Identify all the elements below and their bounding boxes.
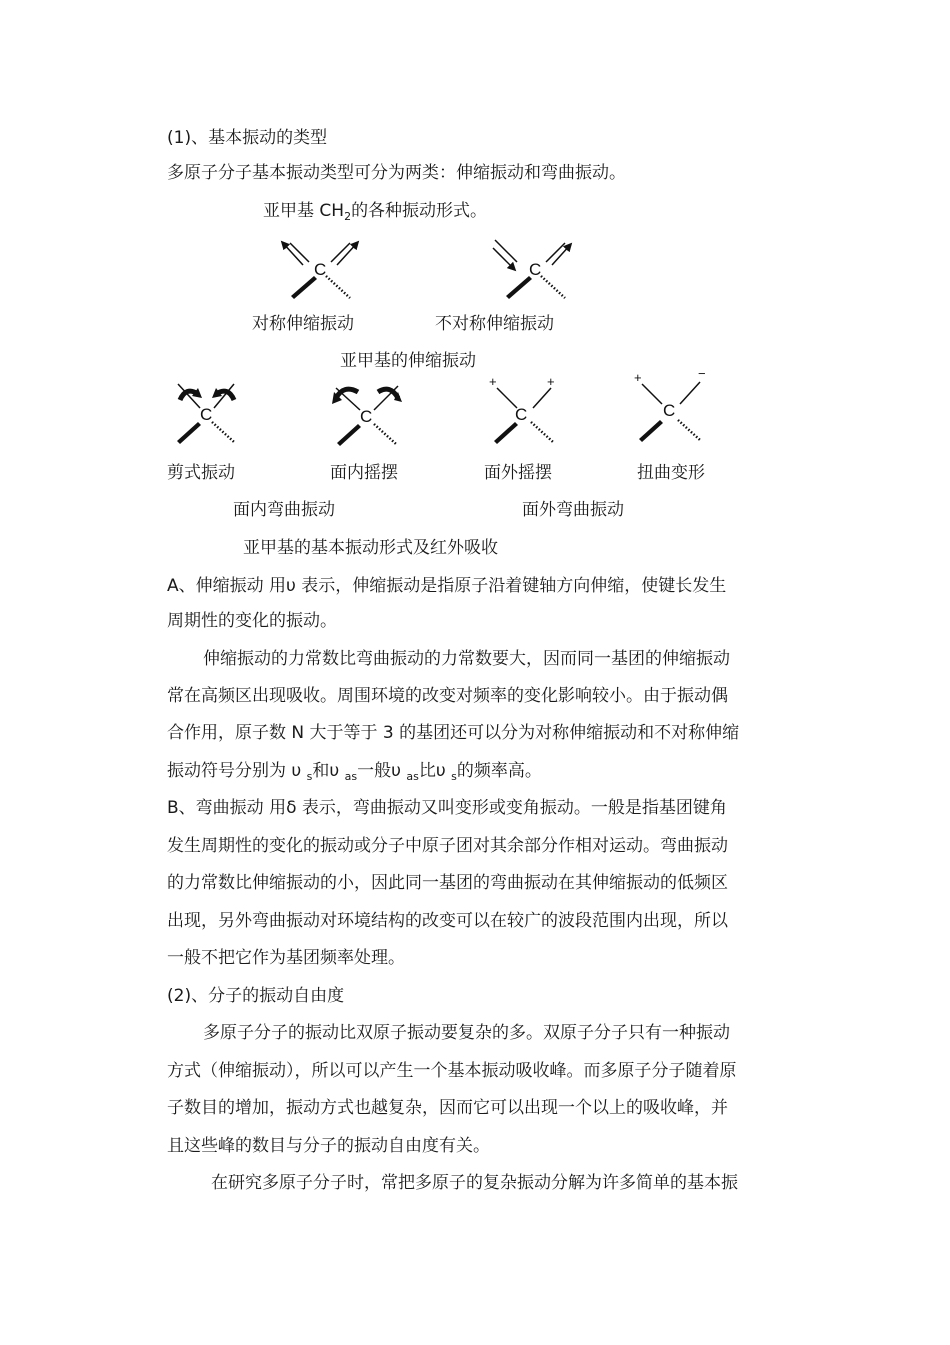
paragraph-2-line: 子数目的增加，振动方式也越复杂，因而它可以出现一个以上的吸收峰，并 bbox=[167, 1098, 728, 1118]
plus-sign: + bbox=[547, 374, 555, 389]
paragraph-a-line: 伸缩振动的力常数比弯曲振动的力常数要大，因而同一基团的伸缩振动 bbox=[203, 649, 730, 669]
stretch-group-label: 亚甲基的伸缩振动 bbox=[340, 351, 476, 371]
inplane-bending-label: 面内弯曲振动 bbox=[233, 500, 335, 520]
wagging-diagram bbox=[485, 372, 565, 448]
symmetric-stretch-label: 对称伸缩振动 bbox=[252, 314, 354, 334]
carbon-atom-label: C bbox=[529, 260, 542, 279]
wagging-label: 面外摇摆 bbox=[484, 463, 552, 483]
paragraph-2-line: 在研究多原子分子时，常把多原子的复杂振动分解为许多简单的基本振 bbox=[211, 1173, 738, 1193]
paragraph-b-line: 发生周期性的变化的振动或分子中原子团对其余部分作相对运动。弯曲振动 bbox=[167, 836, 728, 856]
paragraph-b-line: 一般不把它作为基团频率处理。 bbox=[167, 948, 405, 968]
section-title: (1)、基本振动的类型 bbox=[167, 128, 328, 148]
paragraph-a-line: A、伸缩振动 用υ 表示，伸缩振动是指原子沿着键轴方向伸缩，使键长发生 bbox=[167, 576, 727, 596]
paragraph-b-line: 的力常数比伸缩振动的小，因此同一基团的弯曲振动在其伸缩振动的低频区 bbox=[167, 873, 728, 893]
figure-heading-post: 的各种振动形式。 bbox=[351, 201, 488, 221]
twisting-label: 扭曲变形 bbox=[637, 463, 705, 483]
rocking-diagram bbox=[328, 378, 408, 448]
paragraph-a-line: 周期性的变化的振动。 bbox=[167, 611, 337, 631]
minus-sign: − bbox=[698, 366, 706, 381]
figure-caption: 亚甲基的基本振动形式及红外吸收 bbox=[243, 538, 498, 558]
paragraph-2-line: 且这些峰的数目与分子的振动自由度有关。 bbox=[167, 1136, 490, 1156]
plus-sign: + bbox=[489, 374, 497, 389]
carbon-atom-label: C bbox=[200, 405, 213, 424]
paragraph-a-line: 振动符号分别为 υ $_s$和υ $_{as}$一般υ $_{as}$比υ $_s$的频率高。 bbox=[167, 761, 542, 783]
figure-heading bbox=[263, 200, 487, 224]
paragraph-a-line: 常在高频区出现吸收。周围环境的改变对频率的变化影响较小。由于振动偶 bbox=[167, 686, 728, 706]
figure-heading-formula: $CH_2$ bbox=[319, 201, 352, 223]
carbon-atom-label: C bbox=[663, 401, 676, 420]
symmetric-stretch-diagram bbox=[270, 232, 370, 302]
carbon-atom-label: C bbox=[360, 407, 373, 426]
asymmetric-stretch-label: 不对称伸缩振动 bbox=[435, 314, 554, 334]
scissoring-label: 剪式振动 bbox=[167, 463, 235, 483]
paragraph-2-line: 多原子分子的振动比双原子振动要复杂的多。双原子分子只有一种振动 bbox=[203, 1023, 730, 1043]
plus-sign: + bbox=[634, 370, 642, 385]
rocking-label: 面内摇摆 bbox=[330, 463, 398, 483]
paragraph-a-line: 合作用，原子数 N 大于等于 3 的基团还可以分为对称伸缩振动和不对称伸缩 bbox=[167, 723, 740, 743]
paragraph-b-line: 出现，另外弯曲振动对环境结构的改变可以在较广的波段范围内出现，所以 bbox=[167, 911, 728, 931]
intro-text: 多原子分子基本振动类型可分为两类：伸缩振动和弯曲振动。 bbox=[167, 163, 626, 183]
scissoring-diagram bbox=[168, 378, 248, 448]
figure-heading-pre: 亚甲基 bbox=[263, 201, 314, 221]
carbon-atom-label: C bbox=[314, 260, 327, 279]
asymmetric-stretch-diagram bbox=[485, 232, 585, 302]
section-title: (2)、分子的振动自由度 bbox=[167, 986, 345, 1006]
twisting-diagram bbox=[630, 368, 715, 448]
paragraph-2-line: 方式（伸缩振动），所以可以产生一个基本振动吸收峰。而多原子分子随着原 bbox=[167, 1061, 737, 1081]
outplane-bending-label: 面外弯曲振动 bbox=[522, 500, 624, 520]
carbon-atom-label: C bbox=[515, 405, 528, 424]
paragraph-b-line: B、弯曲振动 用δ 表示，弯曲振动又叫变形或变角振动。一般是指基团键角 bbox=[167, 798, 727, 818]
